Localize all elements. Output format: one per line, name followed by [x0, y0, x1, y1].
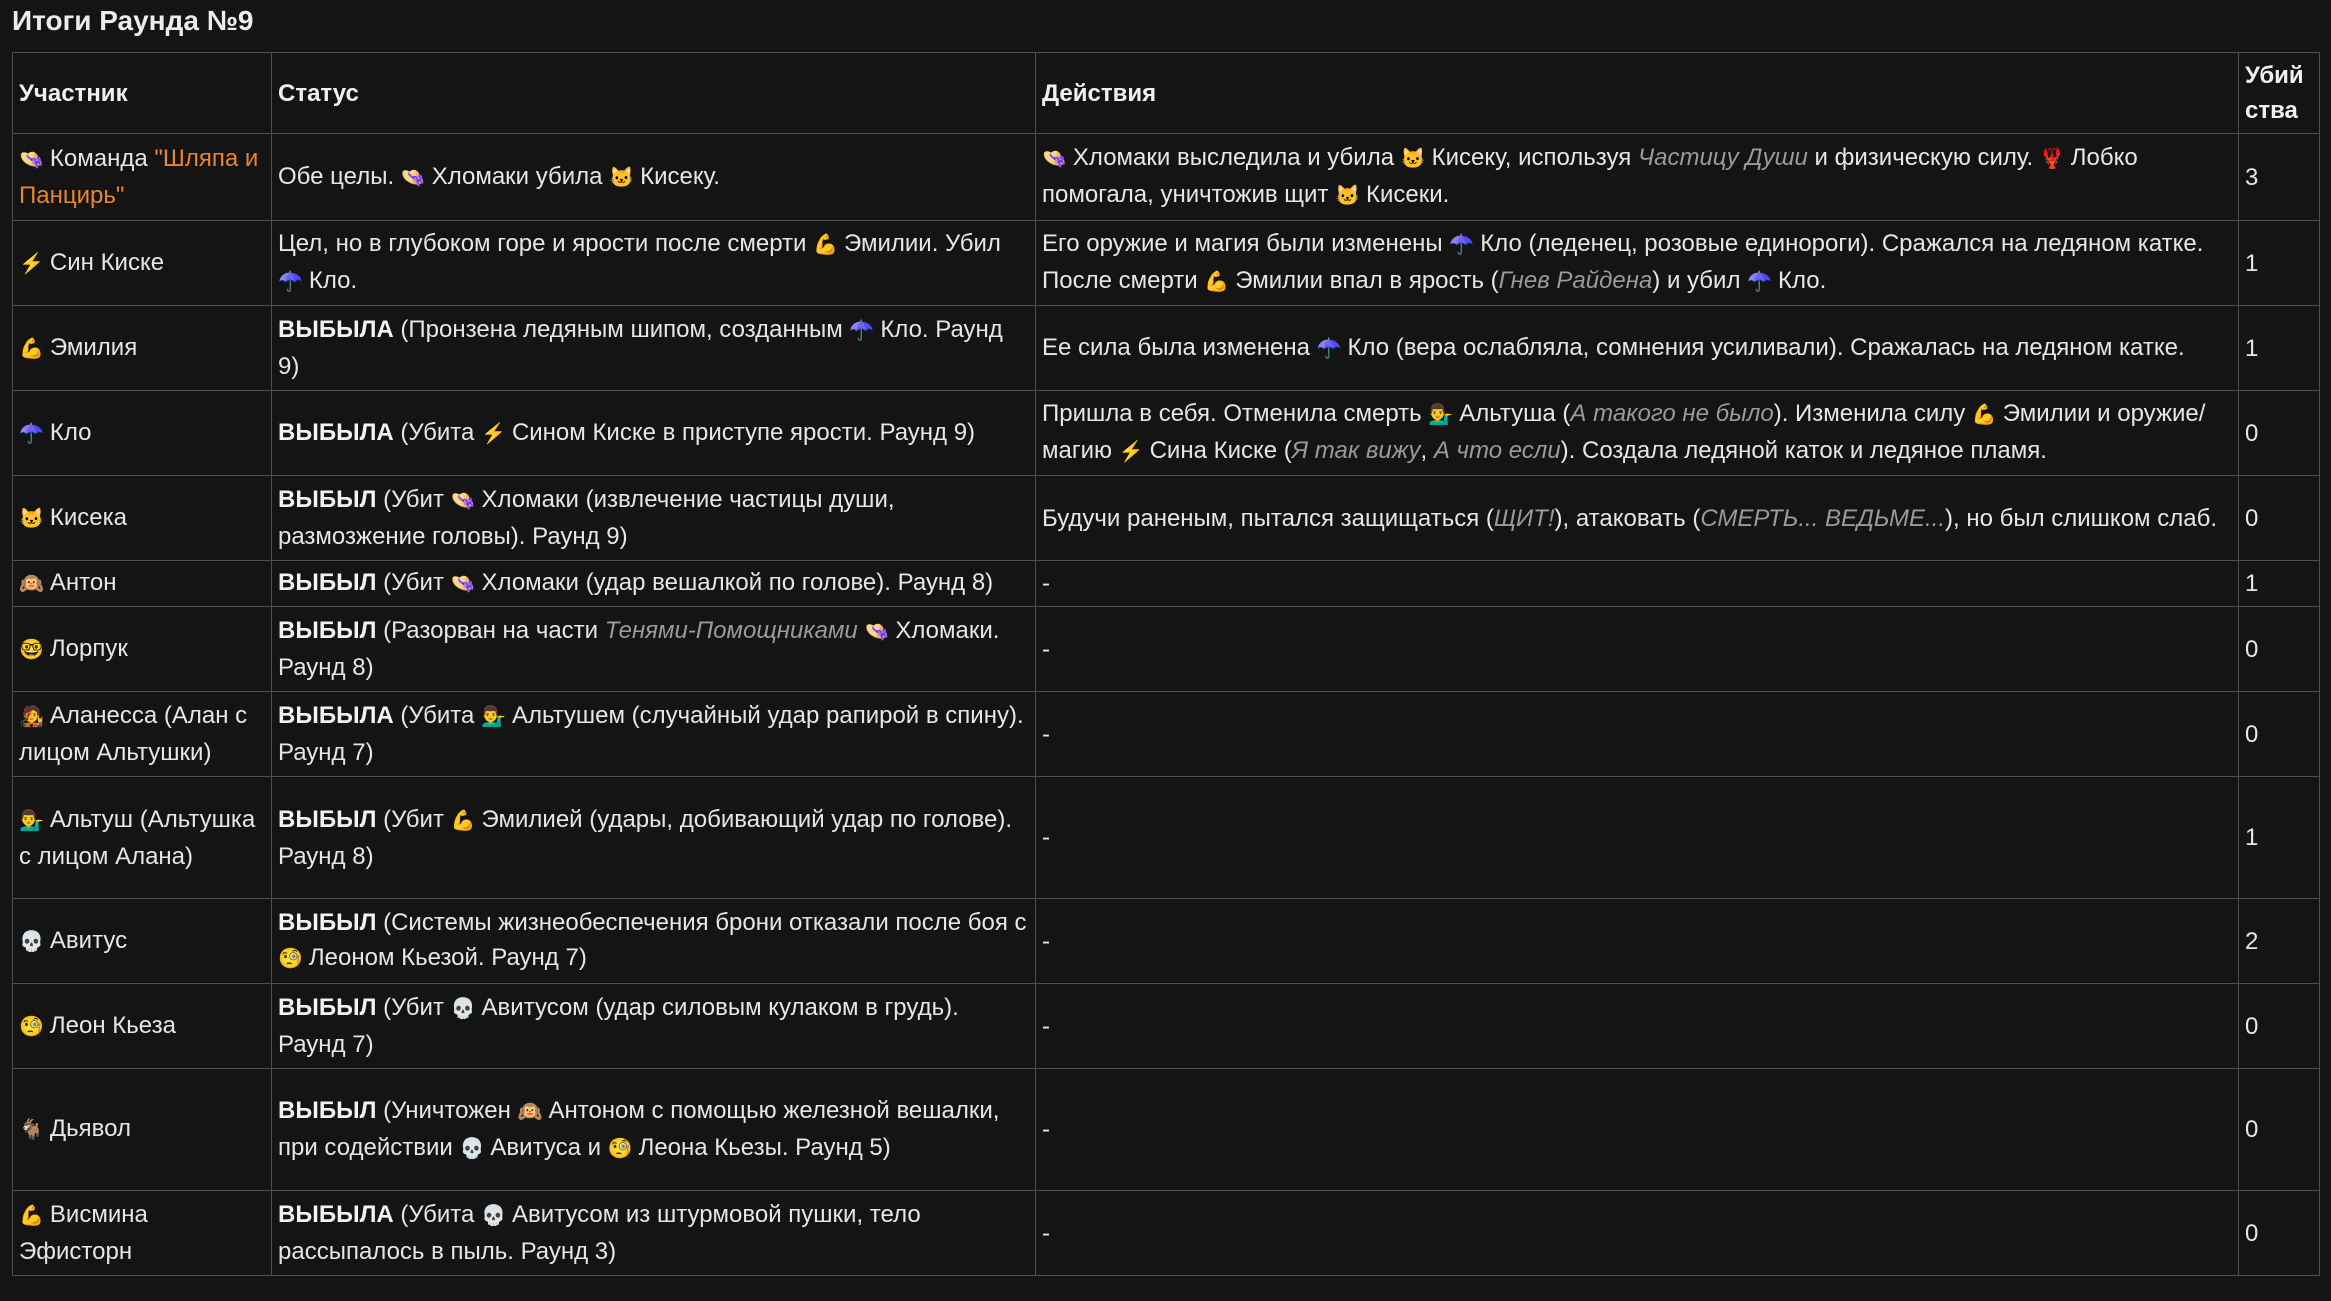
actions-cell — [1036, 134, 2239, 221]
status-cell — [272, 1191, 1036, 1276]
table-row — [13, 607, 2320, 692]
kills-cell: 0 — [2239, 607, 2320, 692]
status-cell — [272, 607, 1036, 692]
actions-cell — [1036, 221, 2239, 306]
table-row — [13, 221, 2320, 306]
hat-icon: 👒 — [450, 490, 476, 512]
table-row — [13, 476, 2320, 561]
person-tipping-hand-icon: 💁‍♂️ — [19, 809, 44, 832]
participant-name: Син Киске — [49, 248, 165, 276]
eliminated-tag: ВЫБЫЛ — [278, 486, 377, 513]
actions-text: ). Создала ледяной каток и ледяное пламя. — [1560, 437, 2047, 464]
actions-text: Лобко помогала, уничтожив щит — [1042, 144, 2138, 208]
skull-icon: 💀 — [450, 998, 476, 1020]
status-text: Авитусом (удар силовым кулаком в грудь). Раунд 7) — [278, 994, 959, 1058]
skull-icon: 💀 — [481, 1205, 506, 1227]
status-text: (Убита — [393, 1201, 482, 1228]
eliminated-tag: ВЫБЫЛ — [278, 909, 377, 936]
actions-text: ). Изменила силу — [1773, 400, 1972, 427]
umbrella-icon: ☂️ — [1316, 337, 1342, 360]
status-cell — [272, 692, 1036, 777]
status-text: (Уничтожен — [376, 1096, 518, 1124]
ability-reference: СМЕРТЬ... ВЕДЬМЕ... — [1700, 504, 1945, 532]
lightning-icon: ⚡ — [19, 252, 44, 275]
umbrella-icon: ☂️ — [1449, 234, 1475, 256]
umbrella-icon: ☂️ — [278, 271, 303, 293]
flexed-biceps-icon: 💪 — [19, 1205, 44, 1227]
table-row — [13, 561, 2320, 607]
status-cell — [272, 391, 1036, 476]
participant-cell — [13, 561, 272, 607]
lightning-icon: ⚡ — [481, 422, 506, 445]
status-text: Кло. — [308, 267, 358, 294]
participant-cell — [13, 306, 272, 391]
eliminated-tag: ВЫБЫЛА — [278, 702, 394, 729]
status-text: (Убит — [376, 994, 451, 1021]
actions-cell: - — [1036, 561, 2239, 607]
team-name-highlight: "Шляпа и Панцирь" — [19, 145, 259, 209]
participant-cell — [13, 984, 272, 1069]
participant-name: Альтуш (Альтушка с лицом Алана) — [19, 805, 256, 870]
flexed-biceps-icon: 💪 — [1971, 404, 1997, 426]
table-row — [13, 1069, 2320, 1191]
actions-text: Альтуша ( — [1459, 400, 1571, 427]
status-cell — [272, 1069, 1036, 1191]
eliminated-tag: ВЫБЫЛА — [278, 316, 394, 343]
participant-name: Кисека — [49, 503, 128, 531]
actions-text: ) и убил — [1652, 267, 1748, 294]
participant-name: Антон — [49, 569, 117, 596]
skull-icon: 💀 — [19, 930, 44, 953]
kills-cell: 1 — [2239, 221, 2320, 306]
results-table — [12, 52, 2320, 1276]
kills-cell: 1 — [2239, 561, 2320, 607]
table-row — [13, 777, 2320, 899]
table-row — [13, 134, 2320, 221]
actions-text: ), атаковать ( — [1554, 504, 1701, 532]
participant-cell — [13, 607, 272, 692]
actions-text: Кло (леденец, розовые единороги). Сражался на ледяном катке. После смерти — [1042, 230, 2204, 294]
status-cell — [272, 221, 1036, 306]
status-cell — [272, 134, 1036, 221]
participant-name: Аланесса (Алан с лицом Альтушки) — [19, 702, 248, 766]
participant-cell — [13, 777, 272, 899]
actions-text: Хломаки выследила и убила — [1072, 144, 1401, 171]
participant-name: Леон Кьеза — [49, 1011, 176, 1039]
nerd-face-icon: 🤓 — [19, 638, 44, 661]
status-text: Авитусом из штурмовой пушки, тело рассыпалось в пыль. Раунд 3) — [278, 1201, 921, 1265]
eliminated-tag: ВЫБЫЛ — [278, 994, 377, 1021]
header-actions: Действия — [1036, 53, 2239, 134]
participant-name: Лорпук — [49, 634, 128, 662]
kills-cell: 0 — [2239, 476, 2320, 561]
kills-cell: 0 — [2239, 1069, 2320, 1191]
actions-text: Сина Киске ( — [1149, 437, 1292, 464]
umbrella-icon: ☂️ — [19, 422, 44, 445]
ability-reference: Гнев Райдена — [1498, 267, 1653, 294]
status-text: Леоном Кьезой. Раунд 7) — [308, 944, 587, 971]
header-participant: Участник — [13, 53, 272, 134]
actions-text: Пришла в себя. Отменила смерть — [1042, 400, 1429, 427]
actions-text: Кисеку, используя — [1431, 144, 1638, 171]
table-row — [13, 984, 2320, 1069]
participant-cell — [13, 476, 272, 561]
status-text: (Убита — [393, 418, 482, 446]
participant-name: Дьявол — [49, 1115, 131, 1142]
actions-text: и физическую силу. — [1807, 144, 2040, 171]
kills-cell: 0 — [2239, 1191, 2320, 1276]
kills-cell: 1 — [2239, 306, 2320, 391]
hat-icon: 👒 — [864, 621, 890, 643]
status-text: Эмилией (удары, добивающий удар по голове). Раунд 8) — [278, 805, 1013, 870]
status-cell — [272, 476, 1036, 561]
status-cell — [272, 777, 1036, 899]
status-text: Хломаки. Раунд 8) — [278, 617, 1000, 681]
monkey-icon: 🙉 — [517, 1100, 543, 1123]
eliminated-tag: ВЫБЫЛ — [278, 1096, 377, 1124]
kills-cell: 0 — [2239, 984, 2320, 1069]
flexed-biceps-icon: 💪 — [813, 234, 838, 256]
flexed-biceps-icon: 💪 — [1204, 271, 1230, 293]
actions-text: , — [1420, 437, 1434, 464]
participant-cell — [13, 221, 272, 306]
ability-reference: Тенями-Помощниками — [604, 617, 858, 644]
hat-icon: 👒 — [400, 166, 426, 189]
header-status: Статус — [272, 53, 1036, 134]
flexed-biceps-icon: 💪 — [450, 809, 476, 832]
participant-cell — [13, 1191, 272, 1276]
participant-cell — [13, 1069, 272, 1191]
monkey-icon: 🙉 — [19, 573, 44, 595]
cat-icon: 🐱 — [609, 166, 635, 189]
status-text: Обе целы. — [278, 162, 401, 190]
status-text: Кисеку. — [640, 162, 720, 190]
kills-cell: 1 — [2239, 777, 2320, 899]
actions-text: Эмилии и оружие/магию — [1042, 400, 2206, 464]
person-tipping-hand-icon: 💁‍♂️ — [1428, 404, 1454, 426]
cat-icon: 🐱 — [19, 507, 44, 530]
status-cell — [272, 306, 1036, 391]
skull-icon: 💀 — [459, 1137, 485, 1160]
status-text: (Убит — [376, 569, 451, 596]
eliminated-tag: ВЫБЫЛА — [278, 418, 394, 446]
status-text: (Системы жизнеобеспечения брони отказали после боя с — [376, 909, 1027, 936]
hat-icon: 👒 — [1042, 148, 1067, 170]
umbrella-icon: ☂️ — [1747, 271, 1773, 293]
actions-text: Ее сила была изменена — [1042, 333, 1317, 361]
kills-cell: 2 — [2239, 899, 2320, 984]
flexed-biceps-icon: 💪 — [19, 337, 44, 360]
status-text: Эмилии. Убил — [843, 230, 1001, 257]
status-text: Леона Кьезы. Раунд 5) — [638, 1133, 891, 1161]
lightning-icon: ⚡ — [1118, 441, 1144, 463]
hat-icon: 👒 — [19, 149, 44, 171]
person-tipping-hand-icon: 💁‍♂️ — [481, 706, 506, 728]
participant-cell — [13, 391, 272, 476]
page-title: Итоги Раунда №9 — [12, 5, 254, 36]
actions-text: Эмилии впал в ярость ( — [1235, 267, 1499, 294]
status-text: (Убита — [393, 702, 482, 729]
table-row — [13, 899, 2320, 984]
actions-text: Кисеки. — [1366, 181, 1450, 208]
actions-cell: - — [1036, 1191, 2239, 1276]
actions-cell: - — [1036, 899, 2239, 984]
table-row — [13, 692, 2320, 777]
kills-cell: 0 — [2239, 692, 2320, 777]
actions-cell: - — [1036, 692, 2239, 777]
actions-text: Будучи раненым, пытался защищаться ( — [1042, 504, 1494, 532]
kills-cell: 0 — [2239, 391, 2320, 476]
participant-name: Эмилия — [49, 333, 138, 361]
header-kills — [2239, 53, 2320, 134]
actions-cell — [1036, 476, 2239, 561]
status-text — [858, 617, 865, 644]
eliminated-tag: ВЫБЫЛ — [278, 569, 377, 596]
cat-icon: 🐱 — [1400, 148, 1426, 170]
actions-cell: - — [1036, 1069, 2239, 1191]
status-cell — [272, 984, 1036, 1069]
participant-name: Кло — [49, 418, 92, 446]
participant-name: Висмина Эфисторн — [19, 1201, 148, 1265]
table-row — [13, 306, 2320, 391]
ability-reference: Я так вижу — [1291, 437, 1421, 464]
ability-reference: А такого не было — [1570, 400, 1774, 427]
hat-icon: 👒 — [450, 573, 476, 595]
singer-icon: 🧑‍🎤 — [19, 706, 44, 728]
eliminated-tag: ВЫБЫЛА — [278, 1201, 394, 1228]
status-text: Хломаки (удар вешалкой по голове). Раунд 8) — [481, 569, 994, 596]
actions-cell — [1036, 391, 2239, 476]
status-text: Цел, но в глубоком горе и ярости после смерти — [278, 230, 814, 257]
status-text: Антоном с помощью железной вешалки, при содействии — [278, 1096, 1000, 1161]
actions-text: ), но был слишком слаб. — [1945, 504, 2217, 532]
status-text: Кло. Раунд 9) — [278, 316, 1003, 380]
status-text: Хломаки убила — [431, 162, 610, 190]
participant-cell — [13, 134, 272, 221]
table-row — [13, 391, 2320, 476]
actions-cell: - — [1036, 984, 2239, 1069]
kills-cell: 3 — [2239, 134, 2320, 221]
participant-name: Авитус — [49, 926, 128, 954]
eliminated-tag: ВЫБЫЛ — [278, 617, 377, 644]
actions-cell: - — [1036, 607, 2239, 692]
participant-cell — [13, 899, 272, 984]
table-row — [13, 1191, 2320, 1276]
participant-cell — [13, 692, 272, 777]
actions-text: Кло (вера ослабляла, сомнения усиливали). Сражалась на ледяном катке. — [1347, 333, 2185, 361]
ability-reference: А что если — [1433, 437, 1561, 464]
status-text: Сином Киске в приступе ярости. Раунд 9) — [511, 418, 976, 446]
status-cell — [272, 899, 1036, 984]
status-text: Хломаки (извлечение частицы души, размозжение головы). Раунд 9) — [278, 486, 895, 550]
ability-reference: Частицу Души — [1637, 144, 1808, 171]
monocle-face-icon: 🧐 — [607, 1137, 633, 1160]
actions-text: Кло. — [1778, 267, 1827, 294]
participant-name: Команда — [49, 145, 155, 172]
lobster-icon: 🦞 — [2039, 148, 2065, 170]
actions-cell — [1036, 306, 2239, 391]
actions-cell: - — [1036, 777, 2239, 899]
status-text: (Убит — [376, 805, 451, 833]
status-text: (Разорван на части — [376, 617, 605, 644]
ability-reference: ЩИТ! — [1493, 504, 1555, 532]
status-text: (Пронзена ледяным шипом, созданным — [393, 316, 850, 343]
status-text: (Убит — [376, 486, 451, 513]
eliminated-tag: ВЫБЫЛ — [278, 805, 377, 833]
status-cell — [272, 561, 1036, 607]
monocle-face-icon: 🧐 — [19, 1015, 44, 1038]
status-text: Альтушем (случайный удар рапирой в спину). Раунд 7) — [278, 702, 1024, 766]
umbrella-icon: ☂️ — [849, 320, 875, 342]
status-text: Авитуса и — [490, 1133, 608, 1161]
goat-icon: 🐐 — [19, 1119, 44, 1141]
header-kills-line1: Убий — [2245, 62, 2304, 89]
cat-icon: 🐱 — [1335, 185, 1361, 207]
header-kills-line2: ства — [2245, 97, 2298, 124]
table-header-row — [13, 53, 2320, 134]
actions-text: Его оружие и магия были изменены — [1042, 230, 1450, 257]
monocle-face-icon: 🧐 — [278, 948, 303, 970]
